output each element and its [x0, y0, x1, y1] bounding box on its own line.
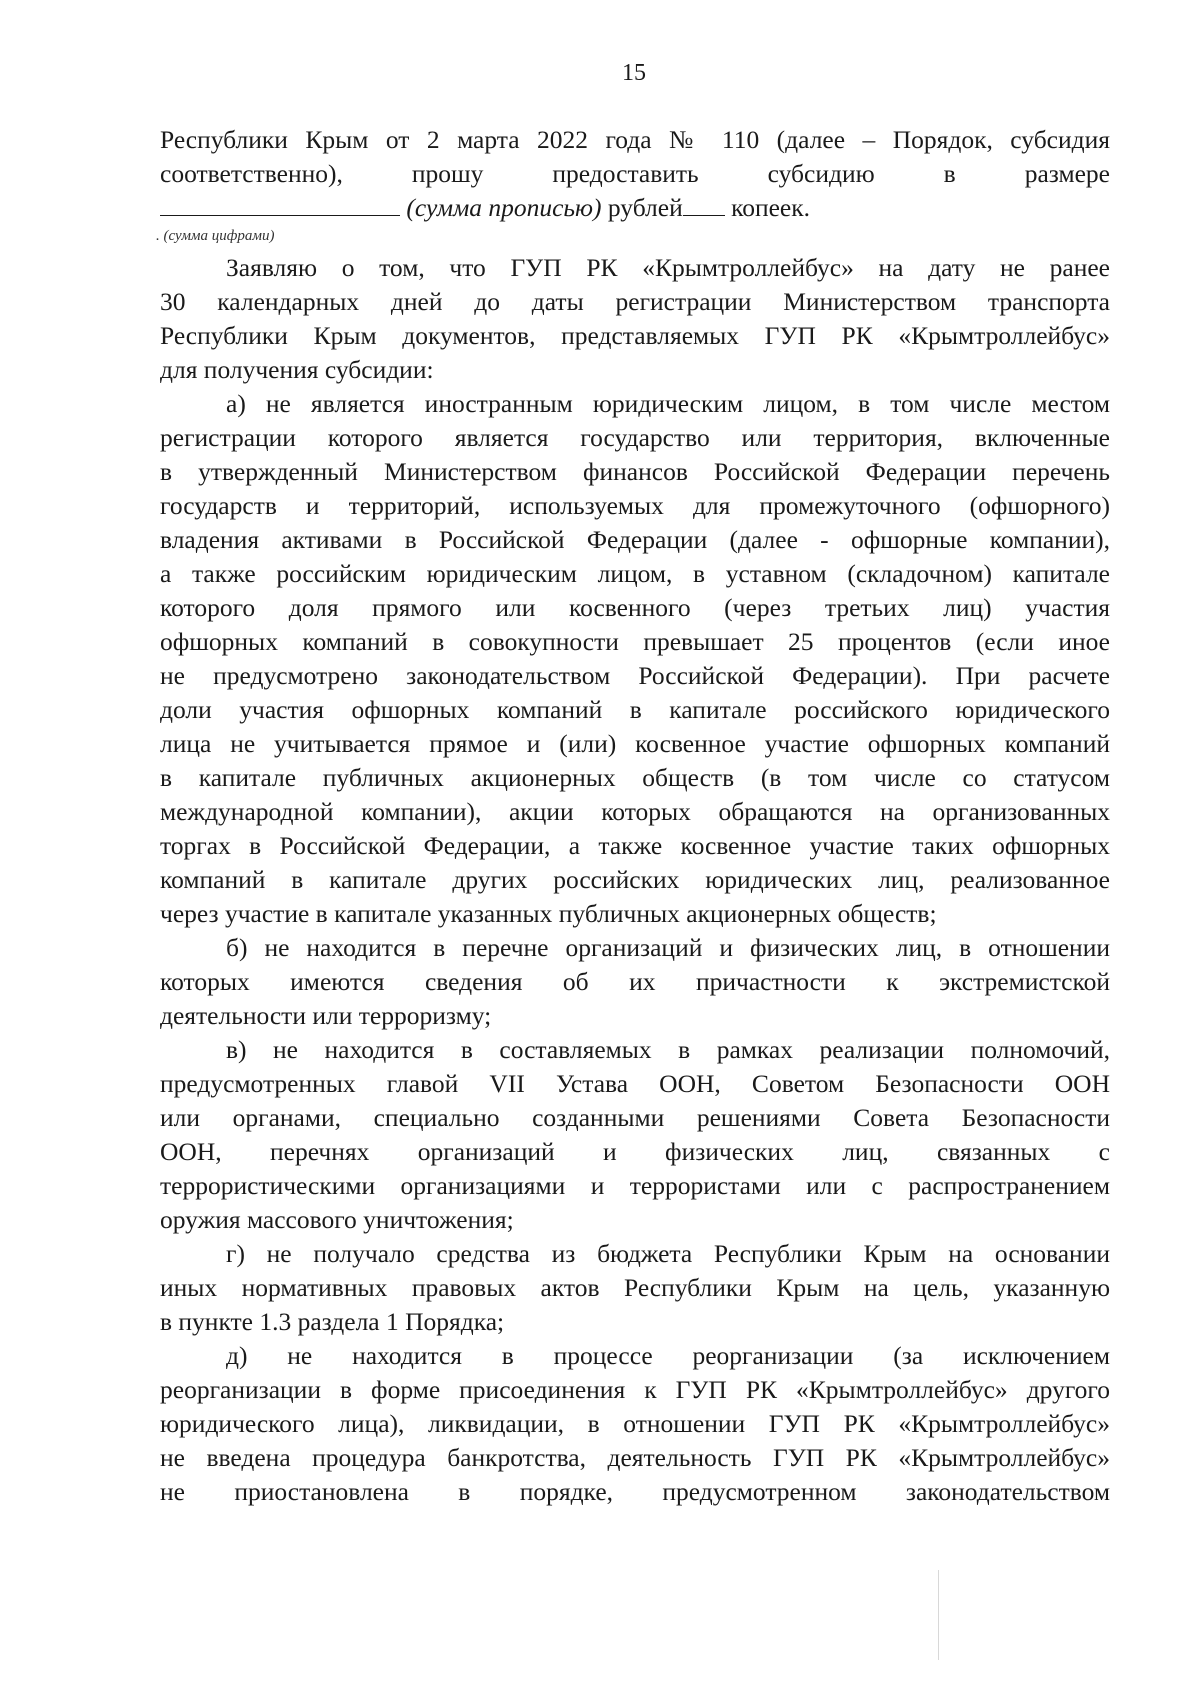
- item-a-line: а также российским юридическим лицом, в уставном (складочном) капитале: [160, 559, 1110, 588]
- item-a-line: торгах в Российской Федерации, а также косвенное участие таких офшорных: [160, 831, 1110, 860]
- item-a-line: доли участия офшорных компаний в капитале российского юридического: [160, 695, 1110, 724]
- item-a-line: лица не учитывается прямое и (или) косвенное участие офшорных компаний: [160, 729, 1110, 758]
- item-b-line: которых имеются сведения об их причастности к экстремистской: [160, 967, 1110, 996]
- item-v-line: ООН, перечнях организаций и физических лиц, связанных с: [160, 1137, 1110, 1166]
- item-a-line: которого доля прямого или косвенного (через третьих лиц) участия: [160, 593, 1110, 622]
- item-v-line: или органами, специально созданными решениями Совета Безопасности: [160, 1103, 1110, 1132]
- declaration-line: для получения субсидии:: [160, 355, 434, 384]
- item-b-line: деятельности или терроризму;: [160, 1001, 492, 1030]
- item-v-line: в) не находится в составляемых в рамках реализации полномочий,: [226, 1035, 1110, 1064]
- item-a-line: международной компании), акции которых обращаются на организованных: [160, 797, 1110, 826]
- item-a-line: в капитале публичных акционерных обществ (в том числе со статусом: [160, 763, 1110, 792]
- item-d-line: не приостановлена в порядке, предусмотренном законодательством: [160, 1477, 1110, 1506]
- item-v-line: оружия массового уничтожения;: [160, 1205, 514, 1234]
- rubles-label: рублей: [607, 193, 683, 222]
- item-g-line: в пункте 1.3 раздела 1 Порядка;: [160, 1307, 505, 1336]
- document-body: [156, 123, 1110, 1509]
- amount-words-label: (сумма прописью): [406, 193, 602, 222]
- declaration-line: Заявляю о том, что ГУП РК «Крымтроллейбус» на дату не ранее: [226, 253, 1110, 282]
- item-a-line: государств и территорий, используемых для промежуточного (офшорного): [160, 491, 1110, 520]
- item-v-line: террористическими организациями и террористами или с распространением: [160, 1171, 1110, 1200]
- item-d-line: не введена процедура банкротства, деятельность ГУП РК «Крымтроллейбус»: [160, 1443, 1110, 1472]
- amount-digits-note: . (сумма цифрами): [156, 228, 275, 244]
- kopecks-blank: [683, 191, 725, 216]
- intro-line-2: соответственно), прошу предоставить субсидию в размере: [160, 159, 1110, 188]
- item-b-line: б) не находится в перечне организаций и физических лиц, в отношении: [226, 933, 1110, 962]
- item-d-line: юридического лица), ликвидации, в отношении ГУП РК «Крымтроллейбус»: [160, 1409, 1110, 1438]
- item-a-line: через участие в капитале указанных публичных акционерных обществ;: [160, 899, 937, 928]
- intro-line-3: [160, 191, 1110, 225]
- item-a-line: в утвержденный Министерством финансов Российской Федерации перечень: [160, 457, 1110, 486]
- item-a-line: не предусмотрено законодательством Российской Федерации). При расчете: [160, 661, 1110, 690]
- item-v-line: предусмотренных главой VII Устава ООН, Советом Безопасности ООН: [160, 1069, 1110, 1098]
- intro-line-1: Республики Крым от 2 марта 2022 года № 110 (далее – Порядок, субсидия: [160, 125, 1110, 154]
- item-a-line: офшорных компаний в совокупности превышает 25 процентов (если иное: [160, 627, 1110, 656]
- item-d-line: реорганизации в форме присоединения к ГУП РК «Крымтроллейбус» другого: [160, 1375, 1110, 1404]
- declaration-line: 30 календарных дней до даты регистрации Министерством транспорта: [160, 287, 1110, 316]
- kopecks-label: копеек.: [731, 193, 811, 222]
- item-a-line: компаний в капитале других российских юридических лиц, реализованное: [160, 865, 1110, 894]
- item-g-line: иных нормативных правовых актов Республики Крым на цель, указанную: [160, 1273, 1110, 1302]
- declaration-line: Республики Крым документов, представляемых ГУП РК «Крымтроллейбус»: [160, 321, 1110, 350]
- item-g-line: г) не получало средства из бюджета Республики Крым на основании: [226, 1239, 1110, 1268]
- item-a-line: владения активами в Российской Федерации (далее - офшорные компании),: [160, 525, 1110, 554]
- item-d-line: д) не находится в процессе реорганизации (за исключением: [226, 1341, 1110, 1370]
- item-a-line: а) не является иностранным юридическим лицом, в том числе местом: [226, 389, 1110, 418]
- item-a-line: регистрации которого является государство или территория, включенные: [160, 423, 1110, 452]
- amount-words-blank: [160, 191, 400, 216]
- page-number: 15: [622, 60, 646, 86]
- scan-artifact: [938, 1570, 939, 1660]
